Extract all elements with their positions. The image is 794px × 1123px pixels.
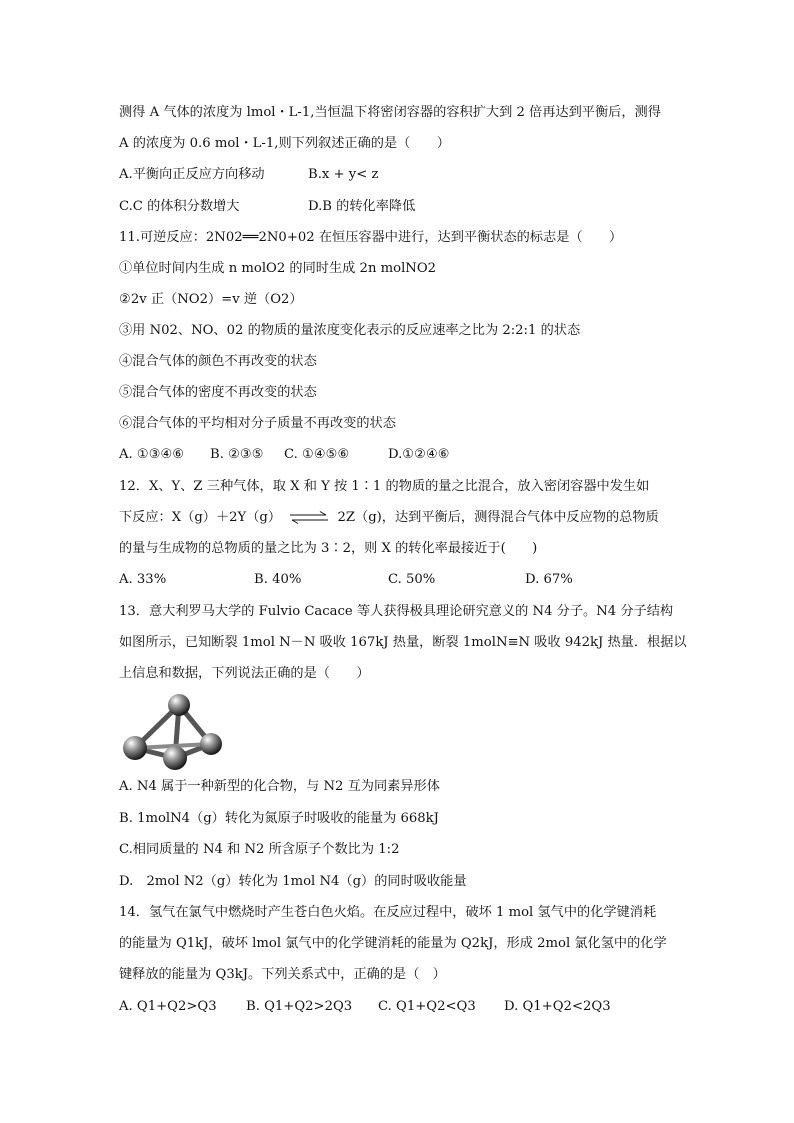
q11-option-a: A. ①③④⑥ bbox=[119, 447, 185, 462]
q12-equation-right: 2Z（g)，达到平衡后，测得混合气体中反应物的总物质 bbox=[337, 510, 659, 525]
q14-stem-line1: 14．氢气在氯气中燃烧时产生苍白色火焰。在反应过程中，破坏 1 mol 氢气中的化学键消耗 bbox=[119, 905, 657, 920]
q11-statement-1: ①单位时间内生成 n molO2 的同时生成 2n molNO2 bbox=[119, 261, 437, 276]
q14-option-c: C. Q1+Q2<Q3 bbox=[378, 999, 476, 1014]
q11-statement-6: ⑥混合气体的平均相对分子质量不再改变的状态 bbox=[119, 416, 396, 431]
n4-molecule-figure bbox=[119, 692, 229, 778]
q11-option-c: C. ①④⑤⑥ bbox=[284, 447, 350, 462]
q13-stem-line2: 如图所示，已知断裂 1mol N－N 吸收 167kJ 热量，断裂 1molN≡N 吸收 942kJ 热量．根据以 bbox=[119, 635, 687, 650]
q11-option-d: D.①②④⑥ bbox=[388, 447, 450, 462]
q14-stem-line2: 的能量为 Q1kJ，破坏 lmol 氯气中的化学键消耗的能量为 Q2kJ，形成 2mol 氯化氢中的化学 bbox=[119, 936, 667, 951]
q10-option-c: C.C 的体积分数增大 bbox=[119, 199, 240, 214]
q13-stem-line1: 13．意大利罗马大学的 Fulvio Cacace 等人获得极具理论研究意义的 N4 分子。N4 分子结构 bbox=[119, 604, 674, 619]
q10-option-b: B.x + y< z bbox=[308, 167, 379, 182]
q12-option-d: D. 67% bbox=[525, 572, 573, 587]
q11-statement-2: ②2v 正（NO2）=v 逆（O2） bbox=[119, 292, 303, 307]
q13-option-d: D. 2mol N2（g）转化为 1mol N4（g）的同时吸收能量 bbox=[119, 874, 467, 889]
q12-stem-line3: 的量与生成物的总物质的量之比为 3∶2，则 X 的转化率最接近于( ) bbox=[119, 541, 538, 556]
q14-option-b: B. Q1+Q2>2Q3 bbox=[246, 999, 353, 1014]
q10-stem-line2: A 的浓度为 0.6 mol・L-1,则下列叙述正确的是（ ） bbox=[119, 136, 450, 151]
q10-option-d: D.B 的转化率降低 bbox=[308, 199, 416, 214]
q13-option-c: C.相同质量的 N4 和 N2 所含原子个数比为 1:2 bbox=[119, 842, 400, 857]
q12-option-b: B. 40% bbox=[254, 572, 302, 587]
q11-statement-3: ③用 N02、NO、02 的物质的量浓度变化表示的反应速率之比为 2:2:1 的状态 bbox=[119, 323, 581, 338]
q13-option-b: B. 1molN4（g）转化为氮原子时吸收的能量为 668kJ bbox=[119, 811, 439, 826]
q10-option-a: A.平衡向正反应方向移动 bbox=[119, 167, 265, 182]
q12-equation-left: 下反应：X（g）＋2Y（g） bbox=[119, 510, 282, 525]
q11-statement-4: ④混合气体的颜色不再改变的状态 bbox=[119, 354, 317, 369]
q12-option-c: C. 50% bbox=[388, 572, 436, 587]
equilibrium-arrow-icon bbox=[289, 511, 329, 525]
q12-option-a: A. 33% bbox=[119, 572, 167, 587]
q11-statement-5: ⑤混合气体的密度不再改变的状态 bbox=[119, 385, 317, 400]
q14-option-a: A. Q1+Q2>Q3 bbox=[119, 999, 217, 1014]
q11-option-b: B. ②③⑤ bbox=[210, 447, 264, 462]
q12-stem-line2 bbox=[119, 509, 659, 527]
q12-stem-line1: 12．X、Y、Z 三种气体，取 X 和 Y 按 1∶1 的物质的量之比混合，放入密闭容器中发生如 bbox=[119, 479, 650, 494]
q13-option-a: A. N4 属于一种新型的化合物，与 N2 互为同素异形体 bbox=[119, 779, 440, 794]
q10-stem-line1: 测得 A 气体的浓度为 lmol・L-1,当恒温下将密闭容器的容积扩大到 2 倍再达到平衡后，测得 bbox=[119, 105, 661, 120]
q13-stem-line3: 上信息和数据，下列说法正确的是（ ） bbox=[119, 666, 370, 681]
q14-stem-line3: 键释放的能量为 Q3kJ。下列关系式中，正确的是（ ） bbox=[119, 967, 446, 982]
q11-stem: 11.可逆反应：2N02══2N0+02 在恒压容器中进行，达到平衡状态的标志是（ ） bbox=[119, 230, 623, 245]
q14-option-d: D. Q1+Q2<2Q3 bbox=[504, 999, 611, 1014]
